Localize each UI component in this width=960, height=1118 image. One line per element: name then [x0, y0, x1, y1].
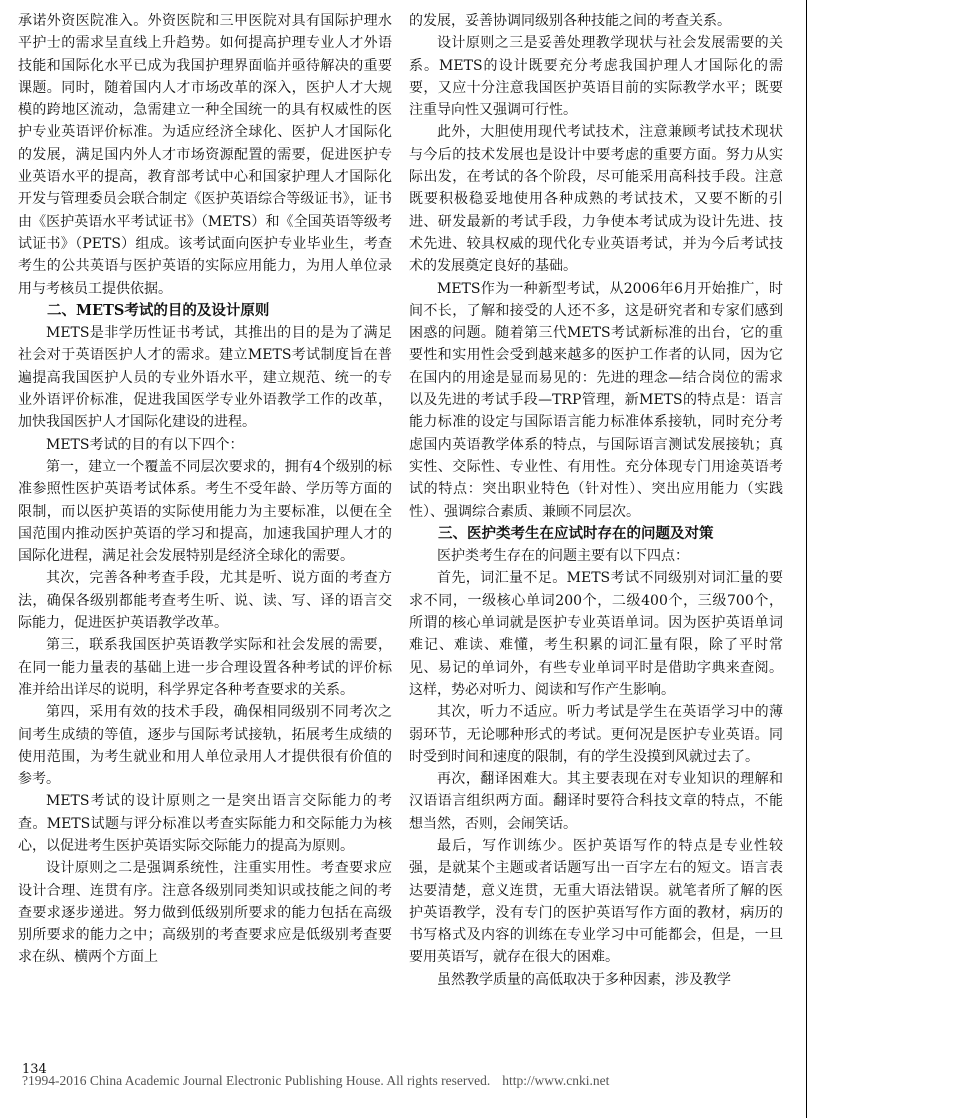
paragraph: 第一，建立一个覆盖不同层次要求的，拥有4个级别的标准参照性医护英语考试体系。考生不受年龄、学历等方面的限制，而以医护英语的实际使用能力为主要标准，以便在全国范围内推动医护英语的学习和提高，加速我国护理人才的国际化进程，满足社会发展特别是经济全球化的需要。	[18, 458, 392, 565]
right-column	[409, 10, 783, 991]
paragraph: 承诺外资医院准入。外资医院和三甲医院对具有国际护理水平护士的需求呈直线上升趋势。如何提高护理专业人才外语技能和国际化水平已成为我国护理界面临并亟待解决的重要课题。同时，随着国内人才市场改革的深入，医护人才大规模的跨地区流动，急需建立一种全国统一的具有权威性的医护专业英语评价标准。为适应经济全球化、医护人才国际化的发展，满足国内外人才市场资源配置的需要，促进医护专业英语水平的提高，教育部考试中心和国家护理人才国际化开发与管理委员会联合制定《医护英语综合等级证书》，证书由《医护英语水平考试证书》（METS）和《全国英语等级考试证书》（PETS）组成。该考试面向医护专业毕业生，考查考生的公共英语与医护英语的实际应用能力，为用人单位录用与考核员工提供依据。	[18, 13, 392, 297]
paragraph: 第四，采用有效的技术手段，确保相同级别不同考次之间考生成绩的等值，逐步与国际考试接轨，拓展考生成绩的使用范围，为考生就业和用人单位录用人才提供很有价值的参考。	[18, 704, 392, 788]
left-column	[18, 10, 392, 969]
paragraph: 再次，翻译困难大。其主要表现在对专业知识的理解和汉语语言组织两方面。翻译时要符合科技文章的特点，不能想当然，否则，会闹笑话。	[409, 771, 783, 832]
paragraph: 的发展，妥善协调同级别各种技能之间的考查关系。	[409, 13, 731, 29]
copyright-text: ?1994-2016 China Academic Journal Electronic Publishing House. All rights reserved.	[22, 1073, 491, 1088]
paragraph: 最后，写作训练少。医护英语写作的特点是专业性较强，是就某个主题或者话题写出一百字左右的短文。语言表达要清楚，意义连贯，无重大语法错误。就笔者所了解的医护英语教学，没有专门的医护英语写作方面的教材，病历的书写格式及内容的训练在专业学习中可能都会，但是，一旦要用英语写，就存在很大的困难。	[409, 837, 783, 966]
paragraph: METS考试的目的有以下四个：	[46, 436, 244, 453]
paragraph: METS作为一种新型考试，从2006年6月开始推广，时间不长，了解和接受的人还不多，这是研究者和专家们感到困惑的问题。随着第三代METS考试新标准的出台，它的重要性和实用性会受到越来越多的医护工作者的认同，因为它在国内的用途是显而易见的：先进的理念—结合岗位的需求以及先进的考试手段—TRP管理，新METS的特点是：语言能力标准的设定与国际语言能力标准体系接轨，同时充分考虑国内英语教学体系的特点，与国际语言测试发展接轨；真实性、交际性、专业性、有用性。充分体现专门用途英语考试的特点：突出职业特色（针对性）、突出应用能力（实践性）、强调综合素质、兼顾不同层次。	[409, 280, 783, 520]
section-heading: 三、医护类考生在应试时存在的问题及对策	[438, 524, 714, 542]
section-heading: 二、METS考试的目的及设计原则	[47, 301, 270, 319]
page-number: 134	[22, 1062, 47, 1077]
paragraph: 首先，词汇量不足。METS考试不同级别对词汇量的要求不同，一级核心单词200个，二级400个，三级700个，所谓的核心单词就是医护专业英语单词。因为医护英语单词难记、难读、难懂，考生积累的词汇量有限，除了平时常见、易记的单词外，有些专业单词平时是借助字典来查阅。这样，势必对听力、阅读和写作产生影响。	[409, 570, 783, 698]
column-border-rule	[806, 0, 807, 1118]
paragraph: 其次，听力不适应。听力考试是学生在英语学习中的薄弱环节，无论哪种形式的考试。更何况是医护专业英语。同时受到时间和速度的限制，有的学生没摸到风就过去了。	[409, 704, 783, 765]
paragraph: 设计原则之三是妥善处理教学现状与社会发展需要的关系。METS的设计既要充分考虑我国护理人才国际化的需要，又应十分注意我国医护英语目前的实际教学水平；既要注重导向性又强调可行性。	[409, 35, 783, 119]
paragraph: 其次，完善各种考查手段，尤其是听、说方面的考查方法，确保各级别都能考查考生听、说、读、写、译的语言交际能力，促进医护英语教学改革。	[18, 570, 392, 632]
paragraph: 此外，大胆使用现代考试技术，注意兼顾考试技术现状与今后的技术发展也是设计中要考虑的重要方面。努力从实际出发，在考试的各个阶段，尽可能采用高科技手段。注意既要积极稳妥地使用各种成熟的考试技术，又要不断的引进、研发最新的考试手段，力争使本考试成为设计先进、技术先进、较具权威的现代化专业英语考试，并为今后考试技术的发展奠定良好的基础。	[409, 124, 783, 275]
footer-url-link[interactable]: http://www.cnki.net	[502, 1073, 610, 1088]
paragraph: 设计原则之二是强调系统性，注重实用性。考查要求应设计合理、连贯有序。注意各级别同类知识或技能之间的考查要求逐步递进。努力做到低级别所要求的能力包括在高级别所要求的能力之中；高级别的考查要求应是低级别考查要求在纵、横两个方面上	[18, 860, 392, 966]
paragraph: 医护类考生存在的问题主要有以下四点：	[437, 548, 689, 565]
paragraph: METS是非学历性证书考试，其推出的目的是为了满足社会对于英语医护人才的需求。建立METS考试制度旨在普遍提高我国医护人员的专业外语水平，建立规范、统一的专业外语评价标准，促进我国医学专业外语教学工作的改革，加快我国医护人才国际化建设的进程。	[18, 325, 392, 431]
copyright-footer	[22, 1073, 609, 1089]
paragraph: METS考试的设计原则之一是突出语言交际能力的考查。METS试题与评分标准以考查实际能力和交际能力为核心，以促进考生医护英语实际交际能力的提高为原则。	[18, 793, 392, 854]
paragraph: 第三，联系我国医护英语教学实际和社会发展的需要，在同一能力量表的基础上进一步合理设置各种考试的评价标准并给出详尽的说明，科学界定各种考查要求的关系。	[18, 637, 392, 698]
paragraph: 虽然教学质量的高低取决于多种因素，涉及教学	[437, 971, 731, 988]
